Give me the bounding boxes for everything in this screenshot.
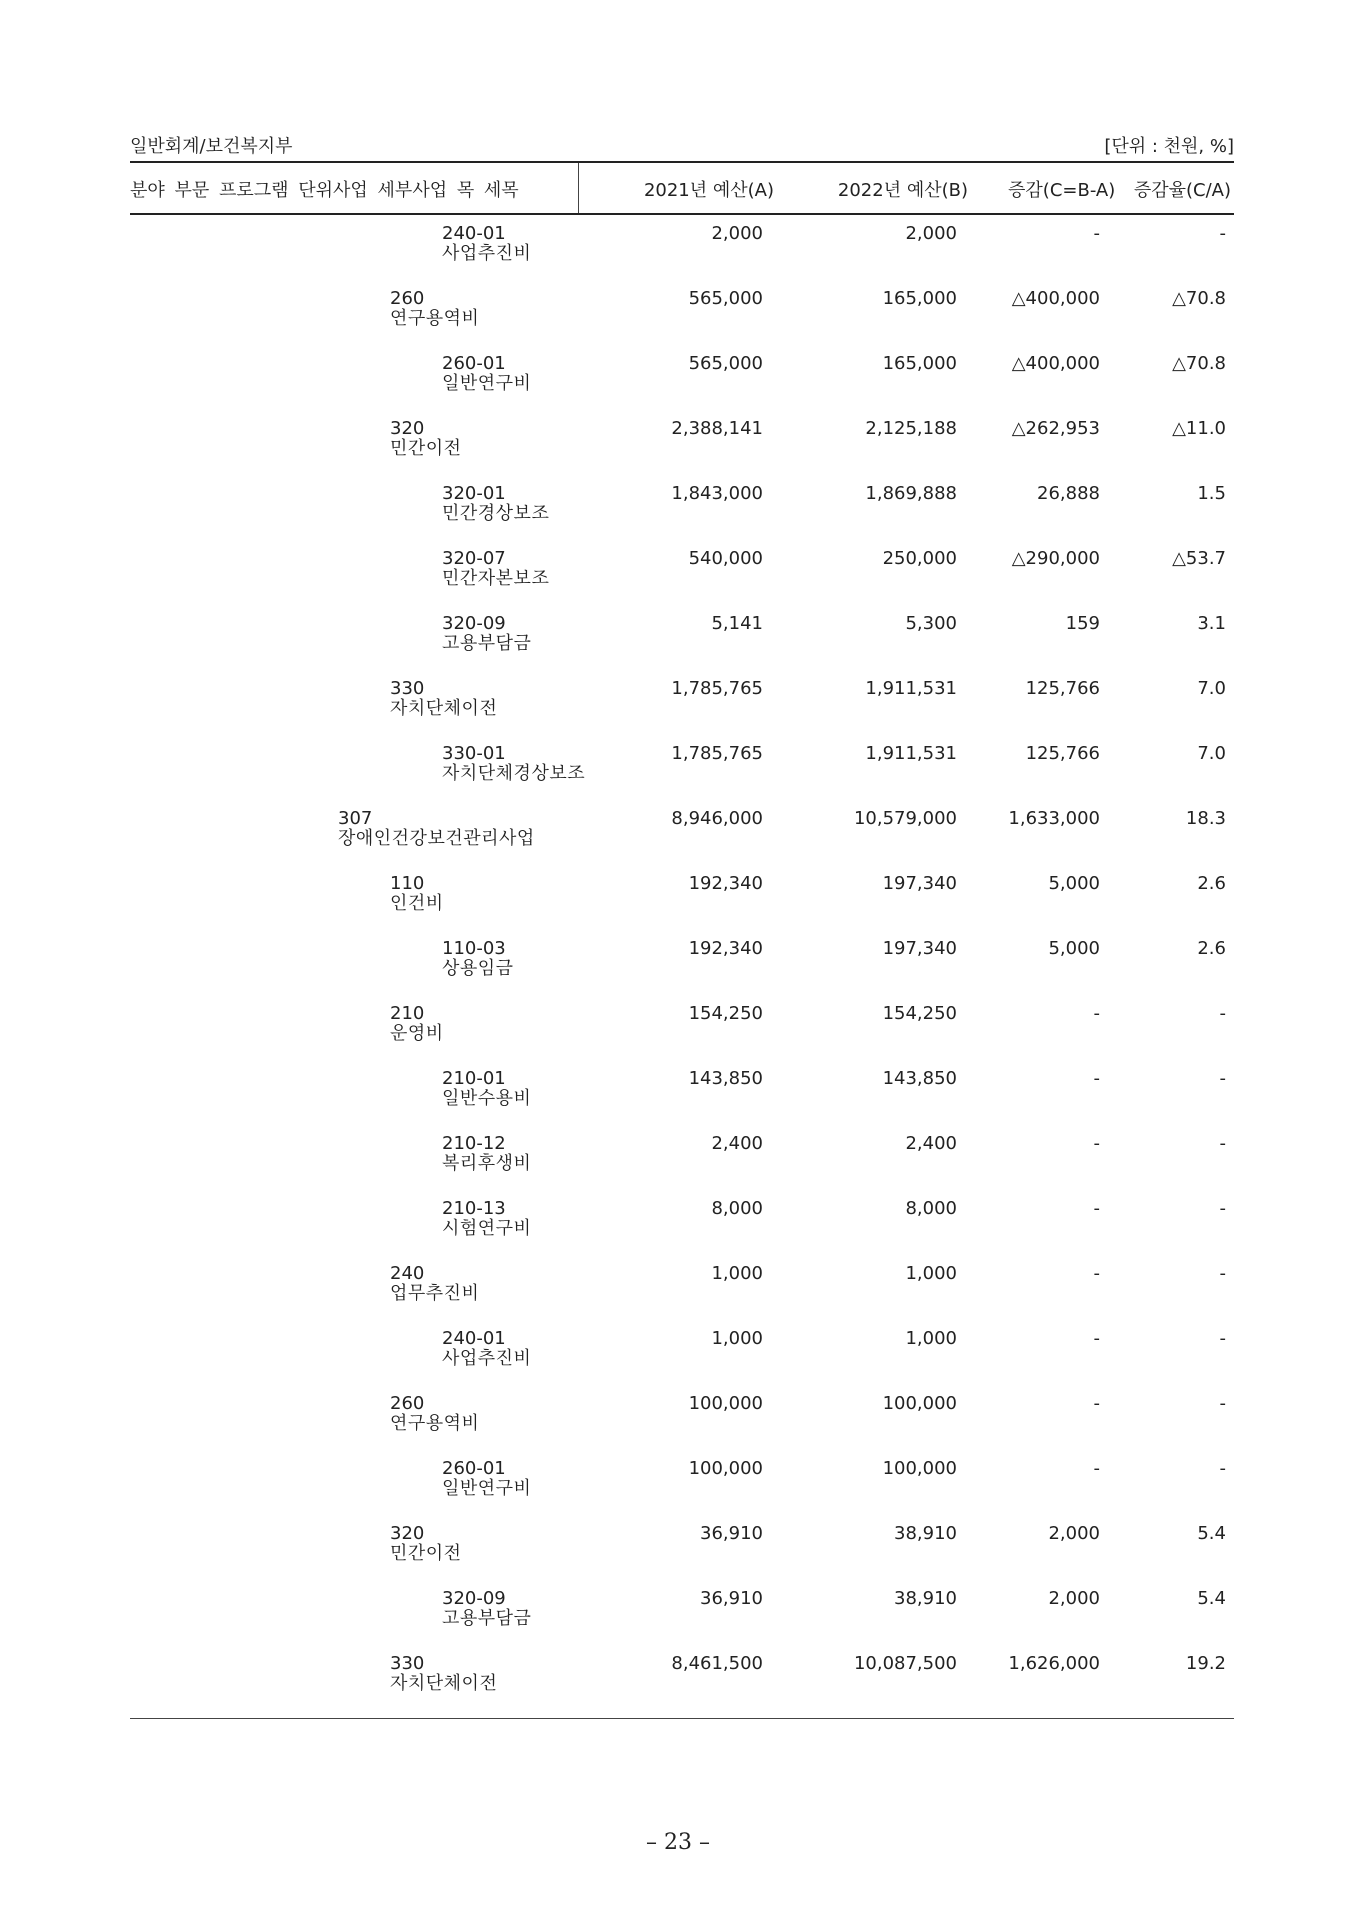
budget-item-name: 시험연구비 <box>442 1218 532 1239</box>
table-row <box>0 484 1356 549</box>
budget-2021-value: 540,000 <box>688 548 763 569</box>
budget-2021-value: 2,400 <box>711 1133 763 1154</box>
change-rate-value: - <box>1219 1133 1226 1154</box>
budget-item-code: 320 <box>390 418 425 439</box>
budget-item-code: 320-09 <box>442 613 506 634</box>
change-rate-value: 2.6 <box>1197 938 1226 959</box>
budget-item-name: 상용임금 <box>442 958 514 979</box>
table-row <box>0 744 1356 809</box>
budget-item-code: 240-01 <box>442 223 506 244</box>
change-value: △400,000 <box>1011 353 1100 374</box>
change-rate-value: 2.6 <box>1197 873 1226 894</box>
change-rate-value: 7.0 <box>1197 678 1226 699</box>
header-budget-2022: 2022년 예산(B) <box>837 180 968 201</box>
table-row <box>0 354 1356 419</box>
table-row <box>0 874 1356 939</box>
budget-2021-value: 1,000 <box>711 1263 763 1284</box>
table-row <box>0 549 1356 614</box>
budget-2022-value: 197,340 <box>882 938 957 959</box>
budget-item-code: 110 <box>390 873 425 894</box>
budget-2021-value: 1,785,765 <box>671 743 763 764</box>
header-change: 증감(C=B-A) <box>1008 180 1116 201</box>
budget-item-name: 자치단체경상보조 <box>442 763 586 784</box>
page-number: – 23 – <box>646 1830 710 1855</box>
table-row <box>0 419 1356 484</box>
change-value: 5,000 <box>1048 873 1100 894</box>
budget-item-name: 사업추진비 <box>442 243 532 264</box>
budget-item-code: 320 <box>390 1523 425 1544</box>
table-row <box>0 224 1356 289</box>
budget-2021-value: 100,000 <box>688 1458 763 1479</box>
change-rate-value: - <box>1219 223 1226 244</box>
change-value: - <box>1093 1393 1100 1414</box>
budget-2021-value: 2,388,141 <box>671 418 763 439</box>
change-value: - <box>1093 1133 1100 1154</box>
change-value: △262,953 <box>1011 418 1100 439</box>
budget-2022-value: 143,850 <box>882 1068 957 1089</box>
change-rate-value: - <box>1219 1393 1226 1414</box>
table-row <box>0 1524 1356 1589</box>
budget-item-name: 일반연구비 <box>442 1478 532 1499</box>
budget-2022-value: 250,000 <box>882 548 957 569</box>
header-classification: 분야 부문 프로그램 단위사업 세부사업 목 세목 <box>130 180 519 201</box>
change-rate-value: △70.8 <box>1172 353 1226 374</box>
change-value: 125,766 <box>1025 678 1100 699</box>
header-bottom-rule <box>130 213 1234 215</box>
budget-item-name: 연구용역비 <box>390 308 480 329</box>
budget-item-code: 260-01 <box>442 1458 506 1479</box>
budget-2022-value: 197,340 <box>882 873 957 894</box>
budget-item-code: 260 <box>390 1393 425 1414</box>
table-meta <box>130 132 1234 158</box>
change-rate-value: △53.7 <box>1172 548 1226 569</box>
change-rate-value: 5.4 <box>1197 1523 1226 1544</box>
account-ministry-label: 일반회계/보건복지부 <box>130 136 293 157</box>
budget-2022-value: 5,300 <box>905 613 957 634</box>
change-rate-value: 1.5 <box>1197 483 1226 504</box>
budget-2022-value: 2,400 <box>905 1133 957 1154</box>
budget-table-body <box>0 224 1356 1719</box>
budget-2021-value: 192,340 <box>688 873 763 894</box>
change-value: - <box>1093 1263 1100 1284</box>
change-value: △400,000 <box>1011 288 1100 309</box>
change-value: 159 <box>1065 613 1100 634</box>
change-value: 1,626,000 <box>1008 1653 1100 1674</box>
change-value: 2,000 <box>1048 1588 1100 1609</box>
budget-2022-value: 1,000 <box>905 1263 957 1284</box>
change-value: 125,766 <box>1025 743 1100 764</box>
table-row <box>0 614 1356 679</box>
budget-2022-value: 100,000 <box>882 1458 957 1479</box>
budget-item-code: 330 <box>390 1653 425 1674</box>
change-rate-value: 7.0 <box>1197 743 1226 764</box>
budget-2021-value: 1,785,765 <box>671 678 763 699</box>
budget-item-name: 자치단체이전 <box>390 698 498 719</box>
change-rate-value: 5.4 <box>1197 1588 1226 1609</box>
budget-2021-value: 1,000 <box>711 1328 763 1349</box>
table-row <box>0 1004 1356 1069</box>
header-change-group <box>331 176 1231 202</box>
budget-item-code: 240 <box>390 1263 425 1284</box>
budget-item-code: 210 <box>390 1003 425 1024</box>
budget-item-name: 복리후생비 <box>442 1153 532 1174</box>
budget-item-code: 307 <box>338 808 373 829</box>
change-rate-value: △70.8 <box>1172 288 1226 309</box>
change-value: - <box>1093 1328 1100 1349</box>
budget-2022-value: 1,911,531 <box>865 743 957 764</box>
table-row <box>0 1329 1356 1394</box>
budget-item-name: 고용부담금 <box>442 1608 532 1629</box>
budget-item-name: 인건비 <box>390 893 444 914</box>
budget-item-code: 320-01 <box>442 483 506 504</box>
budget-item-name: 일반연구비 <box>442 373 532 394</box>
budget-item-name: 업무추진비 <box>390 1283 480 1304</box>
change-value: - <box>1093 1198 1100 1219</box>
change-rate-value: - <box>1219 1328 1226 1349</box>
change-value: 26,888 <box>1037 483 1100 504</box>
change-rate-value: 18.3 <box>1185 808 1226 829</box>
change-rate-value: - <box>1219 1263 1226 1284</box>
change-value: - <box>1093 223 1100 244</box>
header-budget-2021: 2021년 예산(A) <box>643 180 774 201</box>
change-value: 5,000 <box>1048 938 1100 959</box>
budget-2021-value: 192,340 <box>688 938 763 959</box>
table-bottom-rule <box>130 1718 1234 1719</box>
budget-2022-value: 1,000 <box>905 1328 957 1349</box>
budget-2021-value: 5,141 <box>711 613 763 634</box>
budget-2021-value: 8,946,000 <box>671 808 763 829</box>
change-value: 1,633,000 <box>1008 808 1100 829</box>
budget-2022-value: 1,911,531 <box>865 678 957 699</box>
budget-2021-value: 8,000 <box>711 1198 763 1219</box>
table-row <box>0 1134 1356 1199</box>
budget-2022-value: 100,000 <box>882 1393 957 1414</box>
budget-2021-value: 8,461,500 <box>671 1653 763 1674</box>
budget-2021-value: 1,843,000 <box>671 483 763 504</box>
unit-label: [단위 : 천원, %] <box>1104 136 1234 157</box>
change-rate-value: - <box>1219 1198 1226 1219</box>
change-rate-value: - <box>1219 1458 1226 1479</box>
budget-2021-value: 36,910 <box>700 1588 763 1609</box>
budget-item-name: 민간자본보조 <box>442 568 550 589</box>
budget-2022-value: 2,125,188 <box>865 418 957 439</box>
table-row <box>0 809 1356 874</box>
table-row <box>0 939 1356 1004</box>
budget-item-name: 연구용역비 <box>390 1413 480 1434</box>
budget-2022-value: 154,250 <box>882 1003 957 1024</box>
budget-2022-value: 10,087,500 <box>853 1653 957 1674</box>
budget-2022-value: 165,000 <box>882 288 957 309</box>
budget-2021-value: 565,000 <box>688 288 763 309</box>
budget-item-name: 운영비 <box>390 1023 444 1044</box>
table-row <box>0 1069 1356 1134</box>
budget-item-name: 민간이전 <box>390 438 462 459</box>
budget-item-code: 240-01 <box>442 1328 506 1349</box>
budget-2021-value: 2,000 <box>711 223 763 244</box>
table-row <box>0 1199 1356 1264</box>
budget-2022-value: 10,579,000 <box>853 808 957 829</box>
budget-item-code: 330 <box>390 678 425 699</box>
budget-item-name: 고용부담금 <box>442 633 532 654</box>
budget-item-code: 110-03 <box>442 938 506 959</box>
header-change-rate: 증감율(C/A) <box>1133 180 1231 201</box>
budget-2021-value: 100,000 <box>688 1393 763 1414</box>
budget-item-code: 320-07 <box>442 548 506 569</box>
budget-item-code: 260-01 <box>442 353 506 374</box>
table-row <box>0 1654 1356 1719</box>
budget-2022-value: 38,910 <box>894 1588 957 1609</box>
table-row <box>0 1459 1356 1524</box>
change-value: - <box>1093 1458 1100 1479</box>
budget-item-code: 330-01 <box>442 743 506 764</box>
budget-item-name: 사업추진비 <box>442 1348 532 1369</box>
budget-2022-value: 2,000 <box>905 223 957 244</box>
budget-item-code: 210-12 <box>442 1133 506 1154</box>
change-value: △290,000 <box>1011 548 1100 569</box>
change-rate-value: 3.1 <box>1197 613 1226 634</box>
table-row <box>0 679 1356 744</box>
budget-item-name: 장애인건강보건관리사업 <box>338 828 535 849</box>
budget-2021-value: 36,910 <box>700 1523 763 1544</box>
change-rate-value: △11.0 <box>1172 418 1226 439</box>
change-value: - <box>1093 1003 1100 1024</box>
budget-item-name: 민간경상보조 <box>442 503 550 524</box>
budget-item-code: 260 <box>390 288 425 309</box>
budget-2022-value: 38,910 <box>894 1523 957 1544</box>
change-rate-value: 19.2 <box>1185 1653 1226 1674</box>
table-row <box>0 1264 1356 1329</box>
budget-2021-value: 154,250 <box>688 1003 763 1024</box>
budget-item-name: 일반수용비 <box>442 1088 532 1109</box>
budget-item-code: 210-13 <box>442 1198 506 1219</box>
budget-item-code: 210-01 <box>442 1068 506 1089</box>
budget-item-name: 자치단체이전 <box>390 1673 498 1694</box>
change-rate-value: - <box>1219 1068 1226 1089</box>
table-row <box>0 1394 1356 1459</box>
budget-item-name: 민간이전 <box>390 1543 462 1564</box>
change-rate-value: - <box>1219 1003 1226 1024</box>
budget-2022-value: 8,000 <box>905 1198 957 1219</box>
budget-item-code: 320-09 <box>442 1588 506 1609</box>
budget-2022-value: 165,000 <box>882 353 957 374</box>
budget-2022-value: 1,869,888 <box>865 483 957 504</box>
change-value: - <box>1093 1068 1100 1089</box>
change-value: 2,000 <box>1048 1523 1100 1544</box>
budget-2021-value: 143,850 <box>688 1068 763 1089</box>
table-row <box>0 289 1356 354</box>
table-row <box>0 1589 1356 1654</box>
table-top-rule <box>130 161 1234 163</box>
budget-2021-value: 565,000 <box>688 353 763 374</box>
